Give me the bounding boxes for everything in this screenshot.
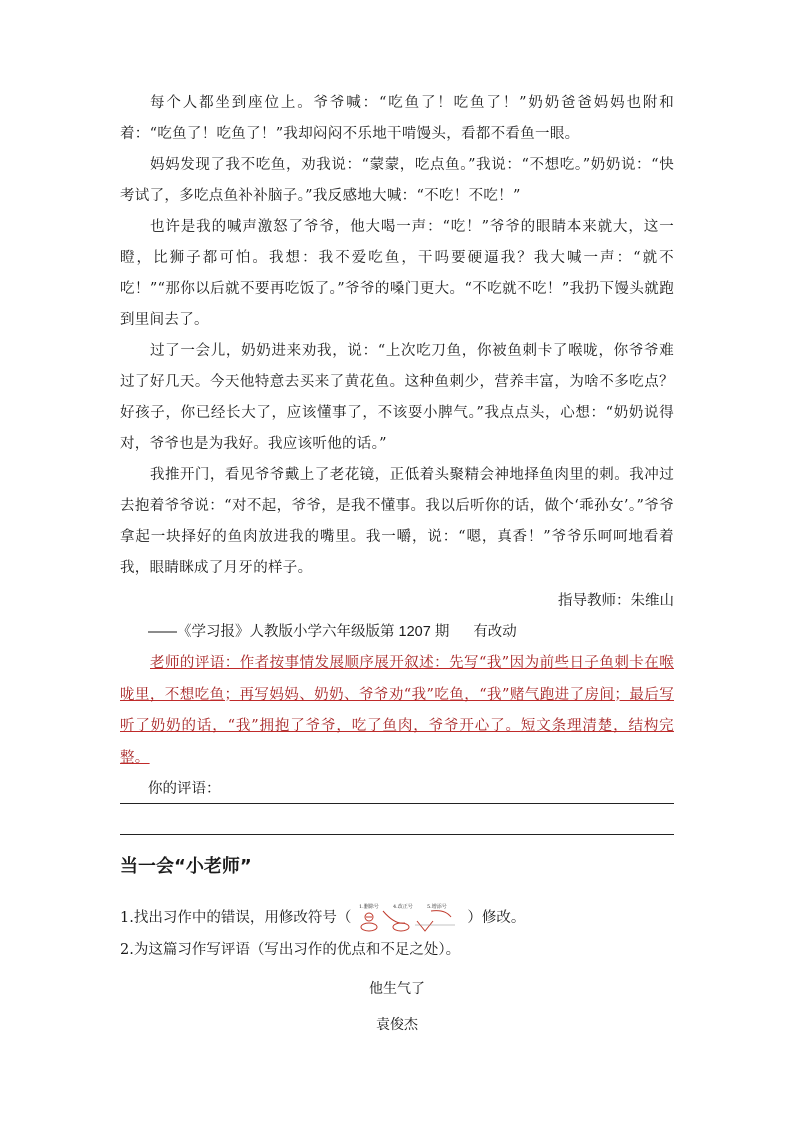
your-comment-line[interactable] bbox=[120, 774, 674, 804]
essay-title: 他生气了 bbox=[369, 981, 425, 997]
source-note: 有改动 bbox=[473, 624, 517, 640]
source-text: ——《学习报》人教版小学六年级版第 1207 期 bbox=[148, 624, 450, 640]
answer-blank-line[interactable] bbox=[120, 804, 674, 835]
insert-mark-icon bbox=[417, 921, 433, 931]
source-line bbox=[120, 617, 674, 648]
story-paragraph-4: 过了一会儿，奶奶进来劝我，说：“上次吃刀鱼，你被鱼刺卡了喉咙，你爷爷难过了好几天。今天他特意去买来了黄花鱼。这种鱼刺少，营养丰富，为啥不多吃点？好孩子，你已经长大了，应该懂事了，不该耍小脾气。”我点点头，心想：“奶奶说得对，爷爷也是为我好。我应该听他的话。” bbox=[120, 343, 674, 452]
revision-symbols-image bbox=[355, 901, 463, 935]
teacher-comment bbox=[120, 648, 674, 774]
task-1-text-after: ）修改。 bbox=[467, 909, 526, 926]
svg-text:5.增添号: 5.增添号 bbox=[427, 904, 448, 910]
section-title: 当一会“小老师” bbox=[120, 856, 252, 877]
task-2: 2.为这篇习作写评语（写出习作的优点和不足之处）。 bbox=[120, 942, 461, 958]
task-1-text-before: 1.找出习作中的错误，用修改符号（ bbox=[120, 909, 352, 926]
svg-text:4.改正号: 4.改正号 bbox=[393, 904, 414, 910]
svg-text:1.删除号: 1.删除号 bbox=[359, 904, 380, 910]
story-paragraph-2: 妈妈发现了我不吃鱼，劝我说：“蒙蒙，吃点鱼。”我说：“不想吃。”奶奶说：“快考试了，多吃点鱼补补脑子。”我反感地大喊：“不吃！不吃！” bbox=[120, 157, 674, 204]
task-1 bbox=[120, 901, 674, 935]
essay-author: 袁俊杰 bbox=[376, 1017, 418, 1033]
teacher-comment-text: 老师的评语：作者按事情发展顺序展开叙述：先写“我”因为前些日子鱼刺卡在喉咙里，不想吃鱼；再写妈妈、奶奶、爷爷劝“我”吃鱼，“我”赌气跑进了房间；最后写听了奶奶的话，“我”拥抱了爷爷，吃了鱼肉，爷爷开心了。短文条理清楚，结构完整。 bbox=[120, 655, 674, 766]
story-paragraph-1: 每个人都坐到座位上。爷爷喊：“吃鱼了！吃鱼了！”奶奶爸爸妈妈也附和着：“吃鱼了！吃鱼了！”我却闷闷不乐地干啃馒头，看都不看鱼一眼。 bbox=[120, 95, 674, 142]
document-page bbox=[120, 88, 674, 1040]
your-comment-label: 你的评语： bbox=[148, 781, 221, 797]
story-paragraph-3: 也许是我的喊声激怒了爷爷，他大喝一声：“吃！”爷爷的眼睛本来就大，这一瞪，比狮子都可怕。我想：我不爱吃鱼，干吗要硬逼我？我大喊一声：“就不吃！”“那你以后就不要再吃饭了。”爷爷的嗓门更大。“不吃就不吃！”我扔下馒头就跑到里间去了。 bbox=[120, 219, 674, 328]
correction-mark-icon bbox=[383, 911, 405, 923]
story-paragraph-5: 我推开门，看见爷爷戴上了老花镜，正低着头聚精会神地择鱼肉里的刺。我冲过去抱着爷爷说：“对不起，爷爷，是我不懂事。我以后听你的话，做个‘乖孙女’。”爷爷拿起一块择好的鱼肉放进我的嘴里。我一嚼，说：“嗯，真香！”爷爷乐呵呵地看着我，眼睛眯成了月牙的样子。 bbox=[120, 467, 674, 576]
teacher-credit: 指导教师：朱维山 bbox=[558, 593, 674, 609]
